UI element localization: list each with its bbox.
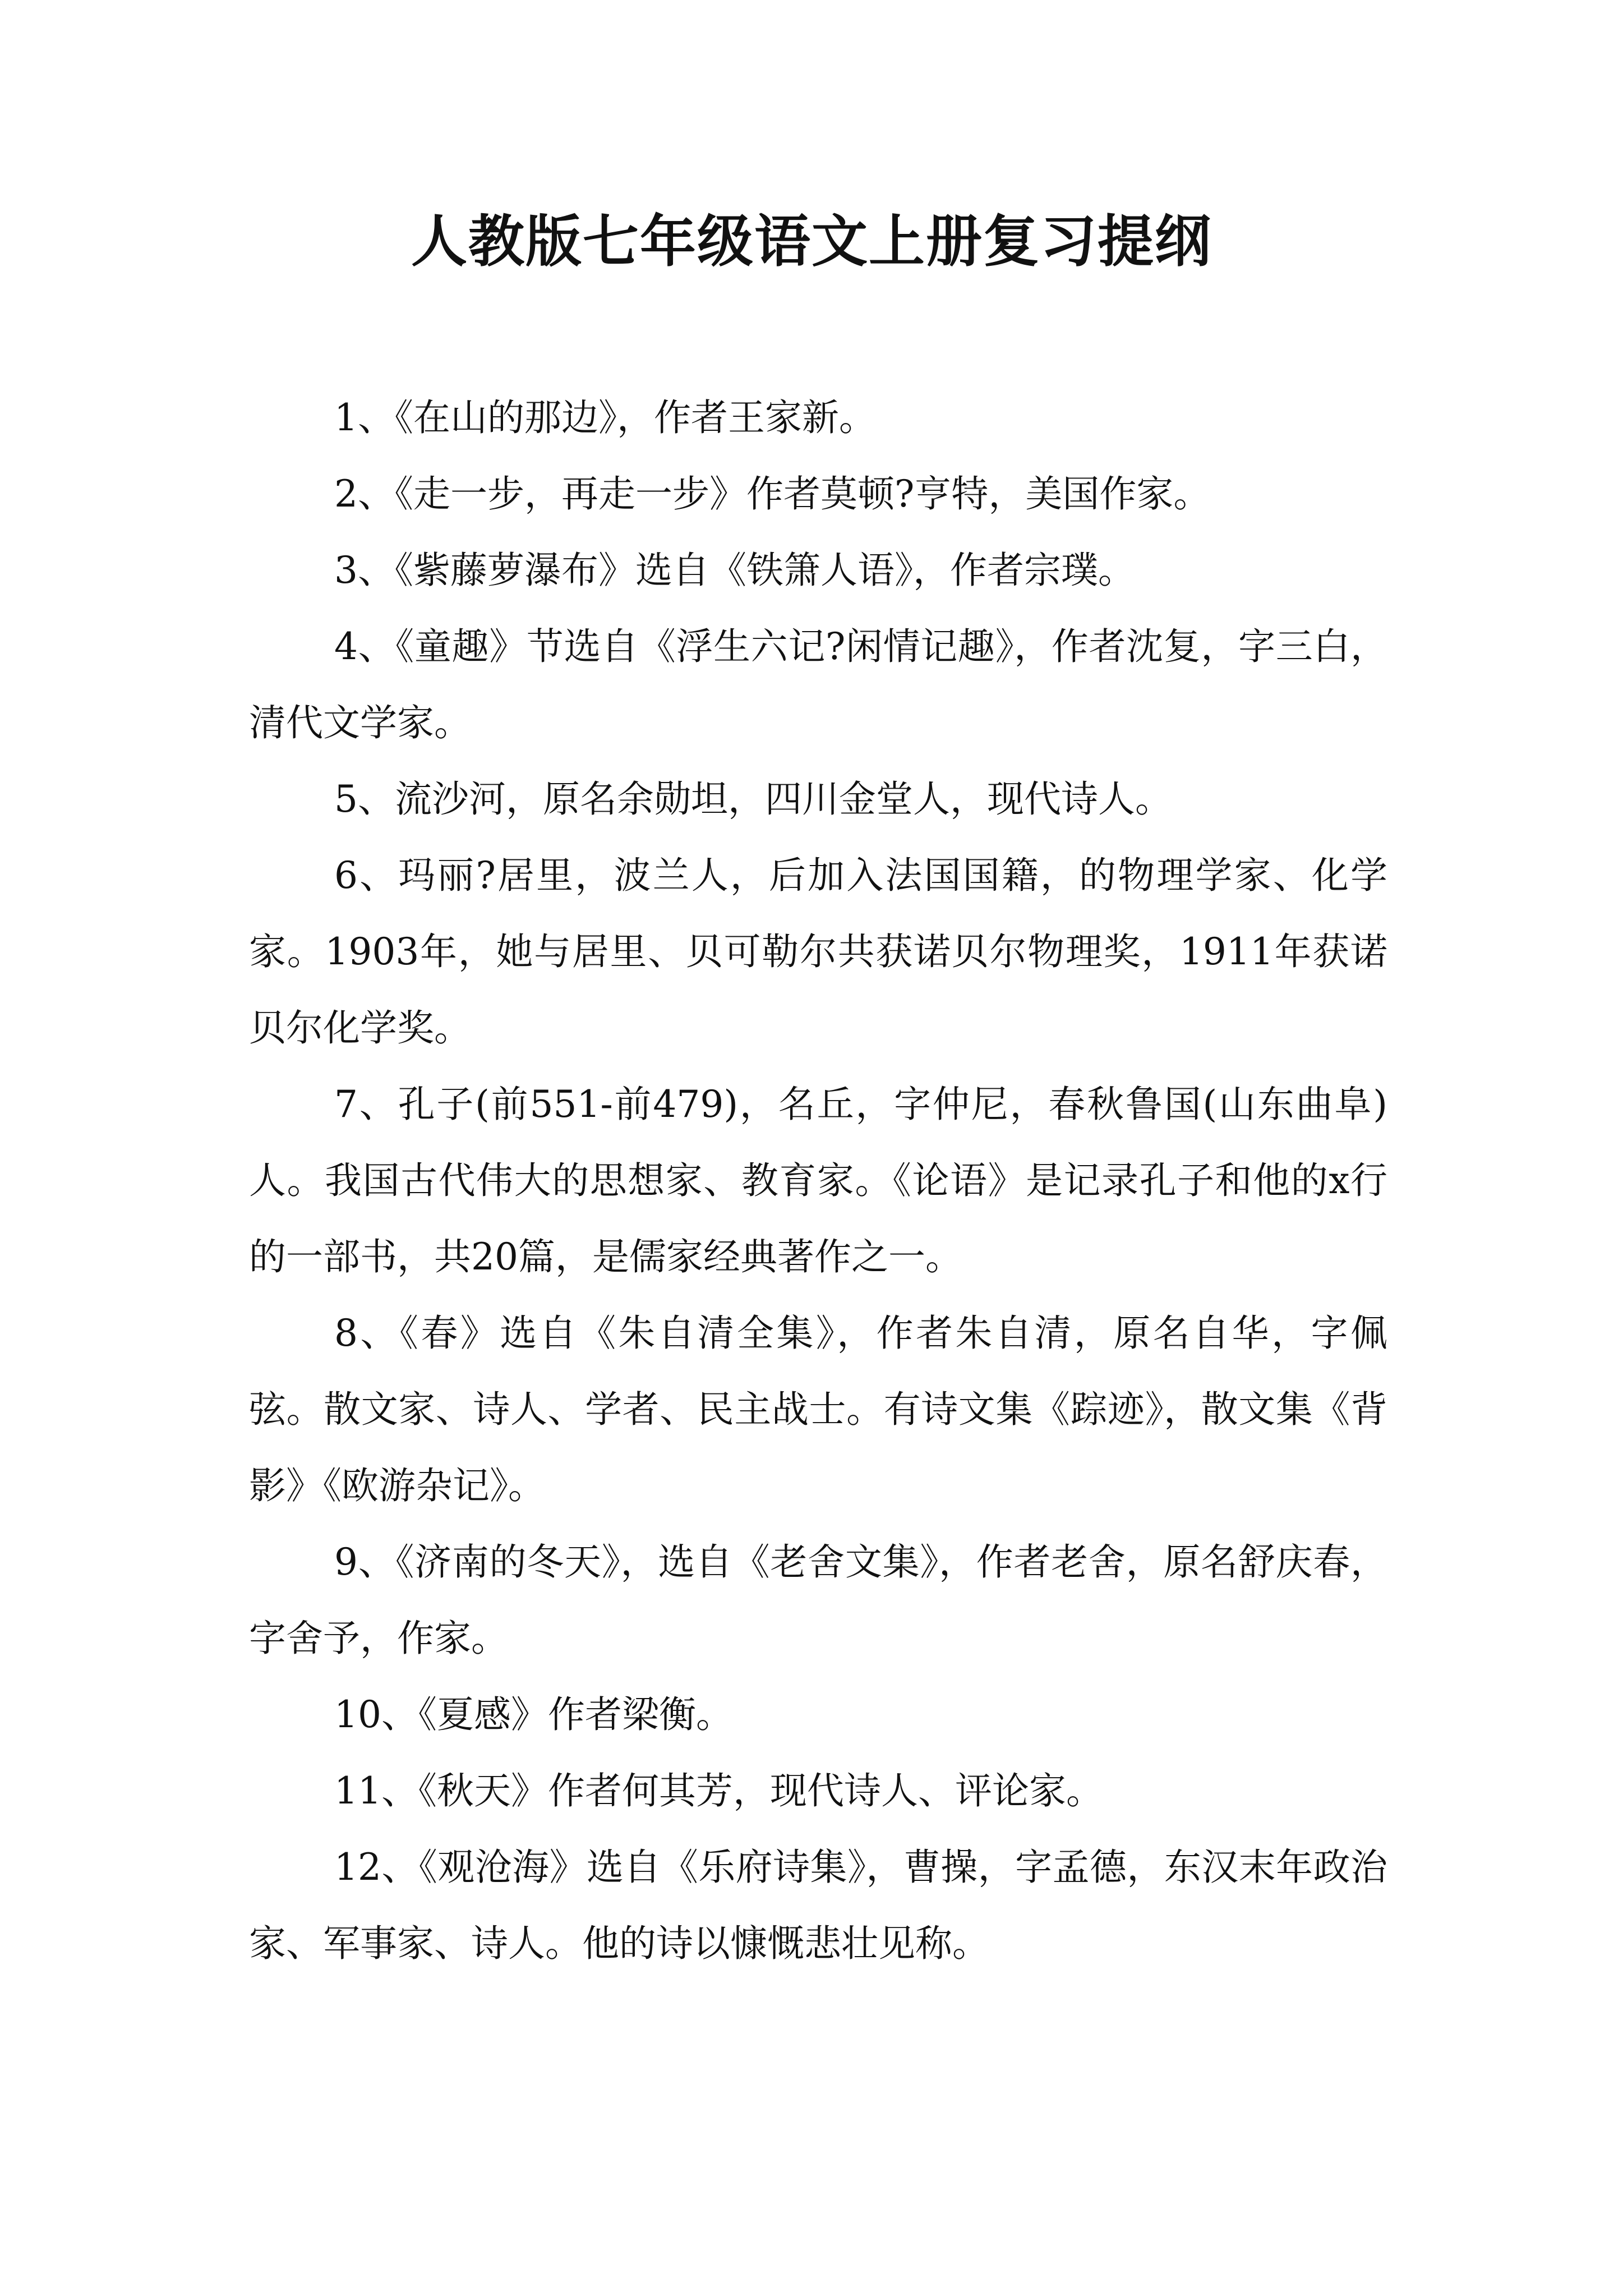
- paragraph-10: 10、《夏感》作者梁衡。: [334, 1693, 733, 1736]
- paragraph-3: 3、《紫藤萝瀑布》选自《铁箫人语》，作者宗璞。: [334, 549, 1135, 592]
- paragraph-12: 12、《观沧海》选自《乐府诗集》，曹操，字孟德，东汉末年政治家、军事家、诗人。他的诗以慷慨悲壮见称。: [249, 1846, 1387, 1965]
- paragraph-6: 6、玛丽?居里，波兰人，后加入法国国籍，的物理学家、化学家。1903年，她与居里、贝可勒尔共获诺贝尔物理奖，1911年获诺贝尔化学奖。: [249, 854, 1387, 1050]
- document-title: 人教版七年级语文上册复习提纲: [411, 208, 1212, 274]
- paragraph-1: 1、《在山的那边》，作者王家新。: [334, 396, 876, 439]
- paragraph-2: 2、《走一步，再走一步》作者莫顿?亨特，美国作家。: [334, 472, 1211, 516]
- document-body: [249, 380, 1387, 1982]
- paragraph-7: 7、孔子(前551-前479)，名丘，字仲尼，春秋鲁国(山东曲阜)人。我国古代伟大的思想家、教育家。《论语》是记录孔子和他的x行的一部书，共20篇，是儒家经典著作之一。: [249, 1083, 1387, 1278]
- paragraph-5: 5、流沙河，原名余勋坦，四川金堂人，现代诗人。: [334, 777, 1172, 821]
- paragraph-9: 9、《济南的冬天》，选自《老舍文集》，作者老舍，原名舒庆春，字舍予，作家。: [249, 1540, 1387, 1660]
- paragraph-4: 4、《童趣》节选自《浮生六记?闲情记趣》，作者沈复，字三白，清代文学家。: [249, 625, 1387, 744]
- paragraph-11: 11、《秋天》作者何其芳，现代诗人、评论家。: [334, 1769, 1103, 1812]
- paragraph-8: 8、《春》选自《朱自清全集》，作者朱自清，原名自华，字佩弦。散文家、诗人、学者、民主战士。有诗文集《踪迹》，散文集《背影》《欧游杂记》。: [249, 1312, 1387, 1507]
